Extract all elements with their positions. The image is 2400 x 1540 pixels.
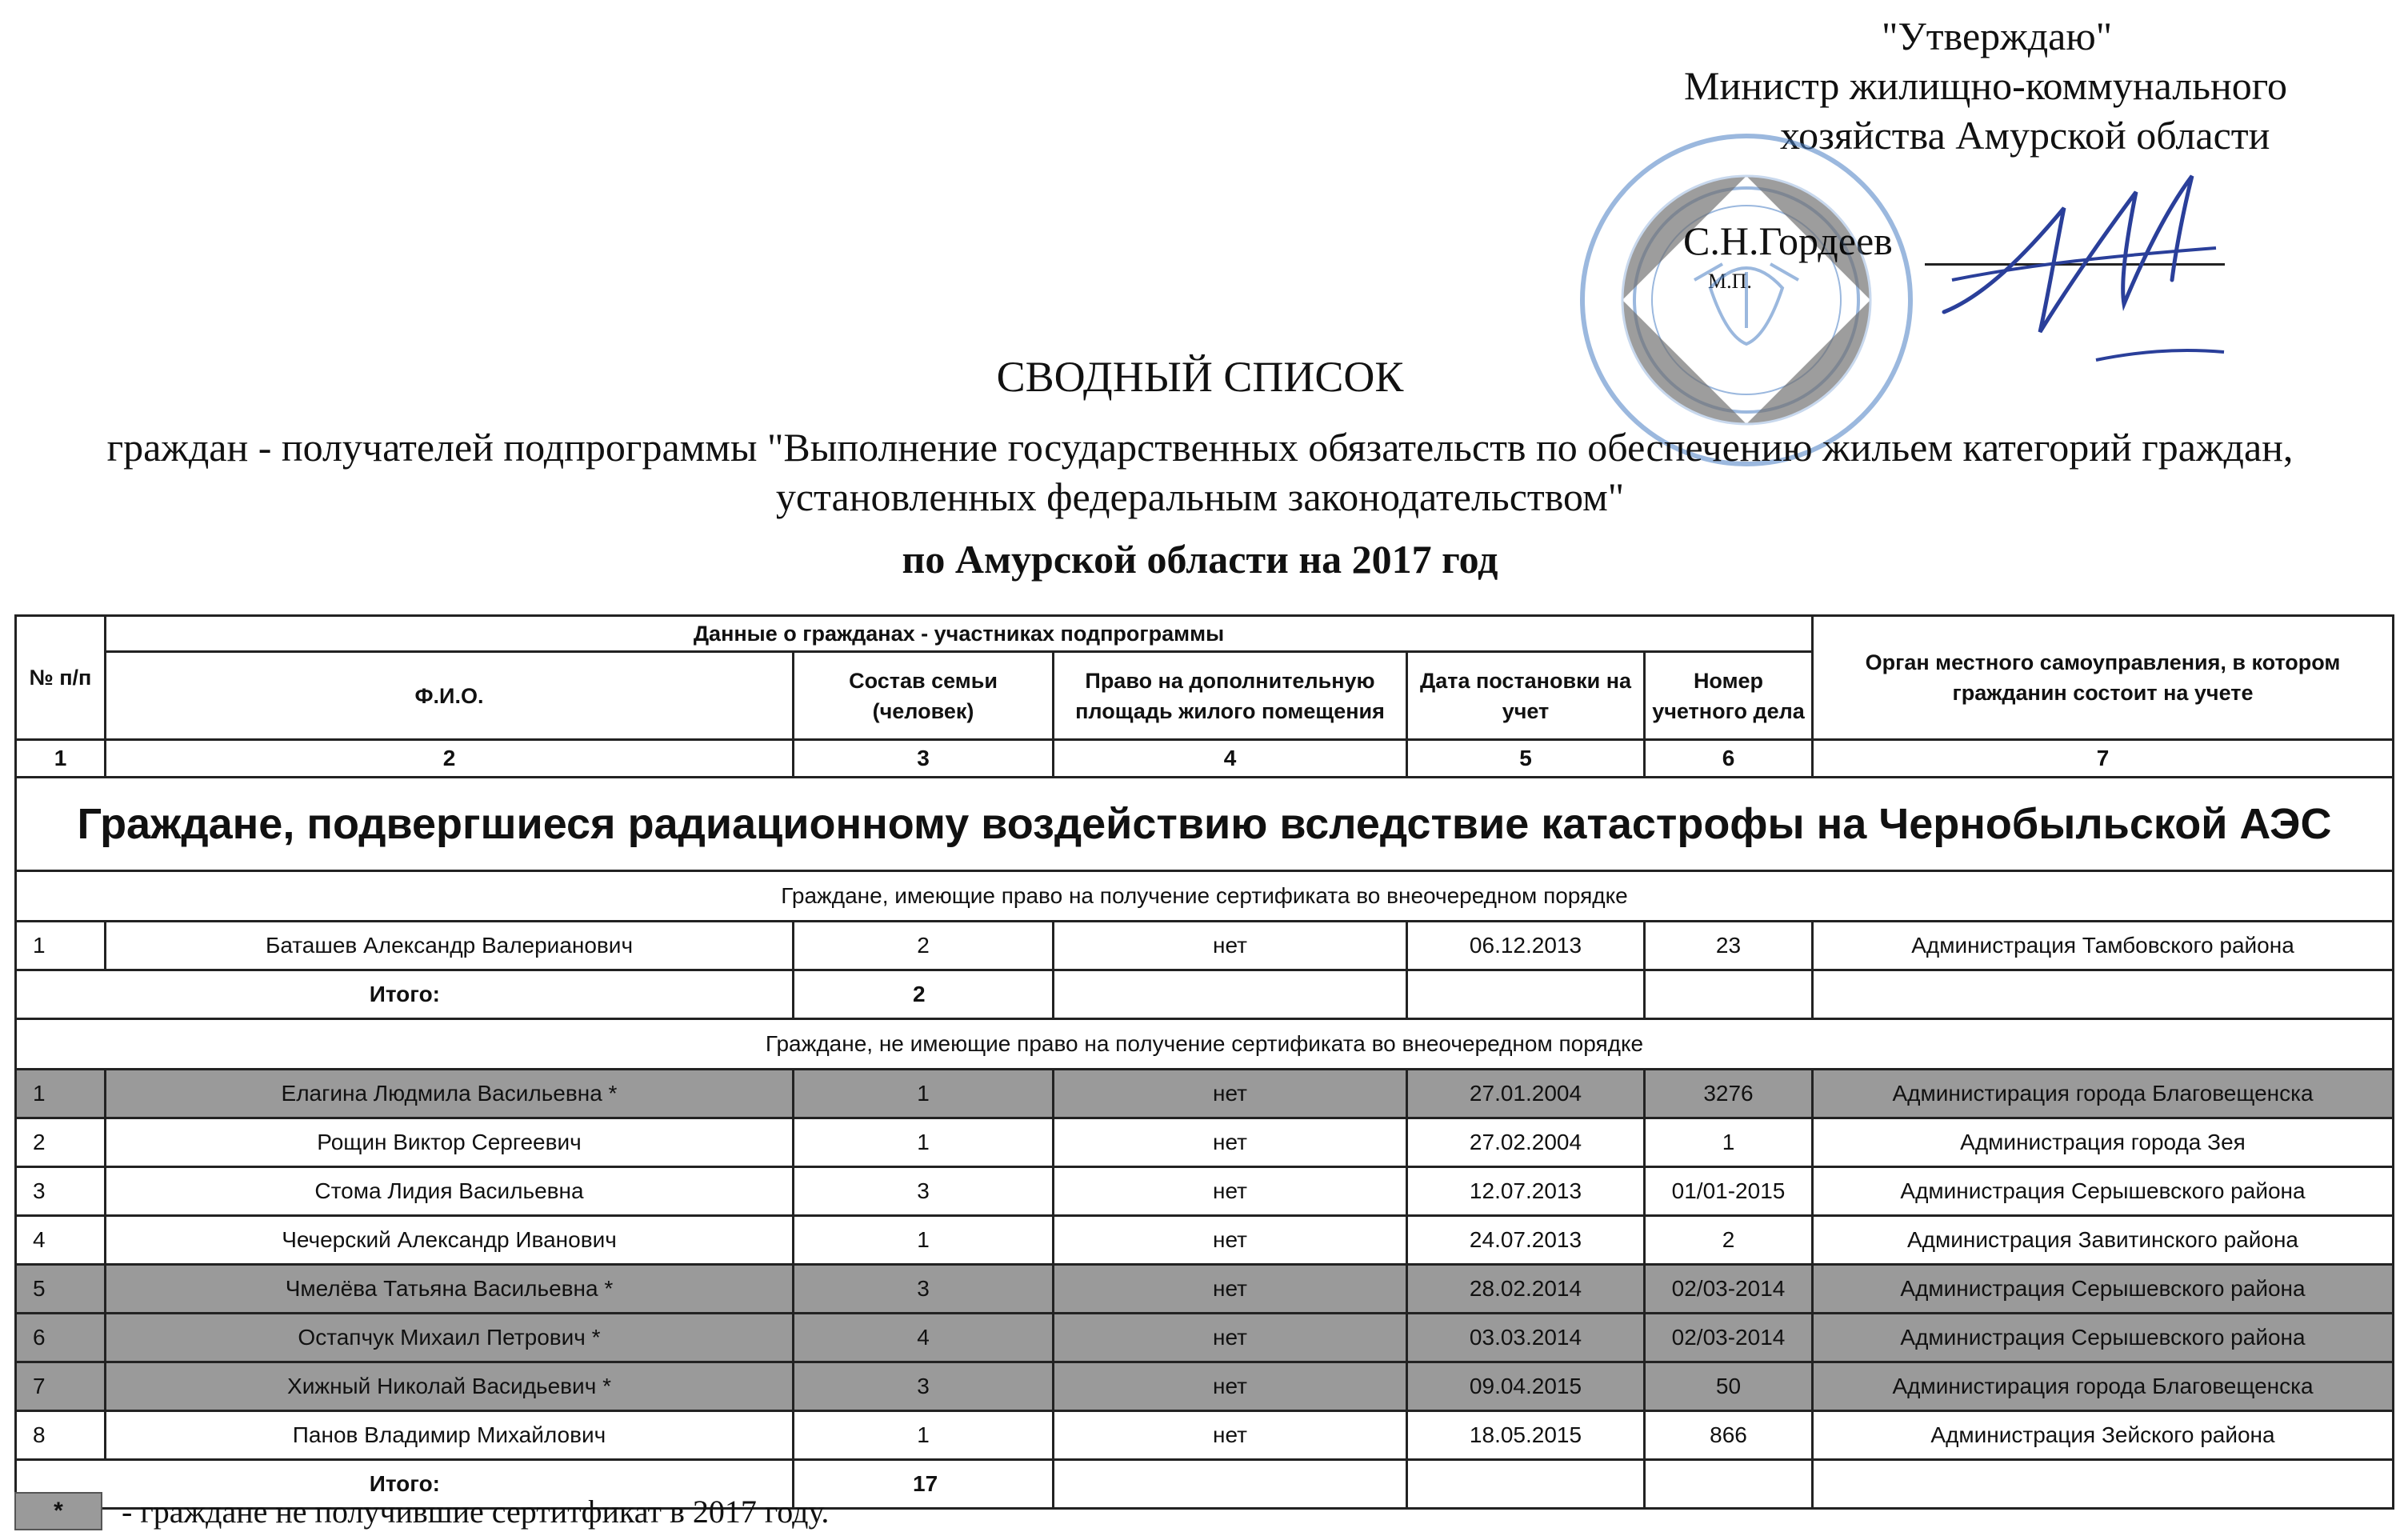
group2-title-row: [16, 1019, 2394, 1070]
row-family-size: 3: [794, 1265, 1054, 1314]
row-organ: Администрация Серышевского района: [1813, 1167, 2394, 1216]
group1-total-row: [16, 970, 2394, 1019]
row-case-number: 2: [1645, 1216, 1813, 1265]
row-registration-date: 27.02.2004: [1407, 1118, 1645, 1167]
table-row: [16, 922, 2394, 970]
header-date: Дата постановки на учет: [1407, 652, 1645, 740]
row-case-number: 02/03-2014: [1645, 1265, 1813, 1314]
row-number: 8: [16, 1411, 106, 1460]
row-organ: Администрация города Зея: [1813, 1118, 2394, 1167]
row-extra-area: нет: [1054, 1167, 1407, 1216]
document-region-year: по Амурской области на 2017 год: [902, 537, 1498, 582]
column-number: 2: [106, 740, 794, 778]
row-family-size: 1: [794, 1070, 1054, 1118]
legend: [14, 1492, 829, 1530]
row-extra-area: нет: [1054, 1070, 1407, 1118]
column-number: 4: [1054, 740, 1407, 778]
row-extra-area: нет: [1054, 1411, 1407, 1460]
row-family-size: 1: [794, 1118, 1054, 1167]
row-registration-date: 09.04.2015: [1407, 1362, 1645, 1411]
empty-cell: [1813, 1460, 2394, 1509]
row-registration-date: 03.03.2014: [1407, 1314, 1645, 1362]
row-organ: Администрация Тамбовского района: [1813, 922, 2394, 970]
column-number: 3: [794, 740, 1054, 778]
document-subtitle: граждан - получателей подпрограммы "Выполнение государственных обязательств по обеспечению жильем категорий граждан, установленных федеральным законодательством": [106, 425, 2294, 519]
row-number: 1: [16, 922, 106, 970]
row-number: 4: [16, 1216, 106, 1265]
table-row: [16, 1167, 2394, 1216]
row-case-number: 866: [1645, 1411, 1813, 1460]
row-fio: Панов Владимир Михайлович: [106, 1411, 794, 1460]
row-family-size: 1: [794, 1411, 1054, 1460]
recipients-table: [14, 614, 2394, 1510]
empty-cell: [1813, 970, 2394, 1019]
row-case-number: 1: [1645, 1118, 1813, 1167]
table-row: [16, 1216, 2394, 1265]
header-row-1: [16, 616, 2394, 652]
row-number: 6: [16, 1314, 106, 1362]
row-organ: Администирация города Благовещенска: [1813, 1362, 2394, 1411]
row-family-size: 4: [794, 1314, 1054, 1362]
table-row: [16, 1070, 2394, 1118]
table-row: [16, 1411, 2394, 1460]
legend-text: - граждане не получившие сертитфикат в 2017 году.: [122, 1493, 830, 1530]
total-label: Итого:: [16, 970, 794, 1019]
row-number: 2: [16, 1118, 106, 1167]
total-value: 17: [794, 1460, 1054, 1509]
header-case: Номер учетного дела: [1645, 652, 1813, 740]
row-fio: Чечерский Александр Иванович: [106, 1216, 794, 1265]
row-fio: Стома Лидия Васильевна: [106, 1167, 794, 1216]
row-registration-date: 27.01.2004: [1407, 1070, 1645, 1118]
group1-title-row: [16, 871, 2394, 922]
row-family-size: 3: [794, 1362, 1054, 1411]
row-fio: Елагина Людмила Васильевна *: [106, 1070, 794, 1118]
row-number: 1: [16, 1070, 106, 1118]
column-number: 6: [1645, 740, 1813, 778]
header-fio: Ф.И.О.: [106, 652, 794, 740]
document-title: СВОДНЫЙ СПИСОК: [996, 353, 1404, 401]
row-family-size: 1: [794, 1216, 1054, 1265]
table-row: [16, 1362, 2394, 1411]
row-extra-area: нет: [1054, 1362, 1407, 1411]
empty-cell: [1054, 970, 1407, 1019]
section-title-row: [16, 778, 2394, 871]
column-number: 5: [1407, 740, 1645, 778]
row-fio: Баташев Александр Валерианович: [106, 922, 794, 970]
row-extra-area: нет: [1054, 1314, 1407, 1362]
row-fio: Чмелёва Татьяна Васильевна *: [106, 1265, 794, 1314]
empty-cell: [1407, 970, 1645, 1019]
row-registration-date: 18.05.2015: [1407, 1411, 1645, 1460]
row-case-number: 3276: [1645, 1070, 1813, 1118]
approval-heading: "Утверждаю": [1882, 14, 2113, 58]
header-num: № п/п: [16, 616, 106, 740]
row-organ: Администрация Зейского района: [1813, 1411, 2394, 1460]
total-value: 2: [794, 970, 1054, 1019]
signatory-name: С.Н.Гордеев: [1683, 218, 1893, 263]
table-row: [16, 1118, 2394, 1167]
row-extra-area: нет: [1054, 1216, 1407, 1265]
row-registration-date: 12.07.2013: [1407, 1167, 1645, 1216]
row-organ: Администирация города Благовещенска: [1813, 1070, 2394, 1118]
approval-position-cont: хозяйства Амурской области: [1780, 113, 2270, 158]
header-group: Данные о гражданах - участниках подпрограммы: [106, 616, 1813, 652]
row-extra-area: нет: [1054, 1118, 1407, 1167]
row-number: 3: [16, 1167, 106, 1216]
row-family-size: 2: [794, 922, 1054, 970]
row-number: 7: [16, 1362, 106, 1411]
empty-cell: [1645, 970, 1813, 1019]
legend-shaded-marker: *: [14, 1492, 102, 1530]
row-fio: Хижный Николай Васидьевич *: [106, 1362, 794, 1411]
row-case-number: 23: [1645, 922, 1813, 970]
stamp-place-label: М.П.: [1708, 270, 1752, 293]
empty-cell: [1054, 1460, 1407, 1509]
row-case-number: 50: [1645, 1362, 1813, 1411]
row-organ: Администрация Серышевского района: [1813, 1314, 2394, 1362]
row-extra-area: нет: [1054, 1265, 1407, 1314]
row-family-size: 3: [794, 1167, 1054, 1216]
row-extra-area: нет: [1054, 922, 1407, 970]
table-row: [16, 1314, 2394, 1362]
header-family: Состав семьи (человек): [794, 652, 1054, 740]
header-extra-area: Право на дополнительную площадь жилого помещения: [1054, 652, 1407, 740]
group1-rows: [16, 922, 2394, 970]
empty-cell: [1407, 1460, 1645, 1509]
empty-cell: [1645, 1460, 1813, 1509]
row-registration-date: 28.02.2014: [1407, 1265, 1645, 1314]
row-organ: Администрация Серышевского района: [1813, 1265, 2394, 1314]
row-case-number: 01/01-2015: [1645, 1167, 1813, 1216]
row-registration-date: 06.12.2013: [1407, 922, 1645, 970]
approval-position: Министр жилищно-коммунального: [1684, 63, 2288, 108]
official-seal-icon: [1574, 128, 1918, 472]
group2-title: Граждане, не имеющие право на получение сертификата во внеочередном порядке: [16, 1019, 2394, 1070]
header-organ: Орган местного самоуправления, в котором гражданин состоит на учете: [1813, 616, 2394, 740]
row-fio: Остапчук Михаил Петрович *: [106, 1314, 794, 1362]
section-title: Граждане, подвергшиеся радиационному воздействию вследствие катастрофы на Чернобыльской АЭС: [16, 778, 2394, 871]
column-number: 7: [1813, 740, 2394, 778]
row-fio: Рощин Виктор Сергеевич: [106, 1118, 794, 1167]
table-row: [16, 1265, 2394, 1314]
row-number: 5: [16, 1265, 106, 1314]
row-organ: Администрация Завитинского района: [1813, 1216, 2394, 1265]
total-label: Итого:: [16, 1460, 794, 1509]
row-case-number: 02/03-2014: [1645, 1314, 1813, 1362]
column-number: 1: [16, 740, 106, 778]
group2-rows: [16, 1070, 2394, 1460]
group1-title: Граждане, имеющие право на получение сертификата во внеочередном порядке: [16, 871, 2394, 922]
signature-icon: [1936, 160, 2240, 376]
column-numbers-row: [16, 740, 2394, 778]
row-registration-date: 24.07.2013: [1407, 1216, 1645, 1265]
